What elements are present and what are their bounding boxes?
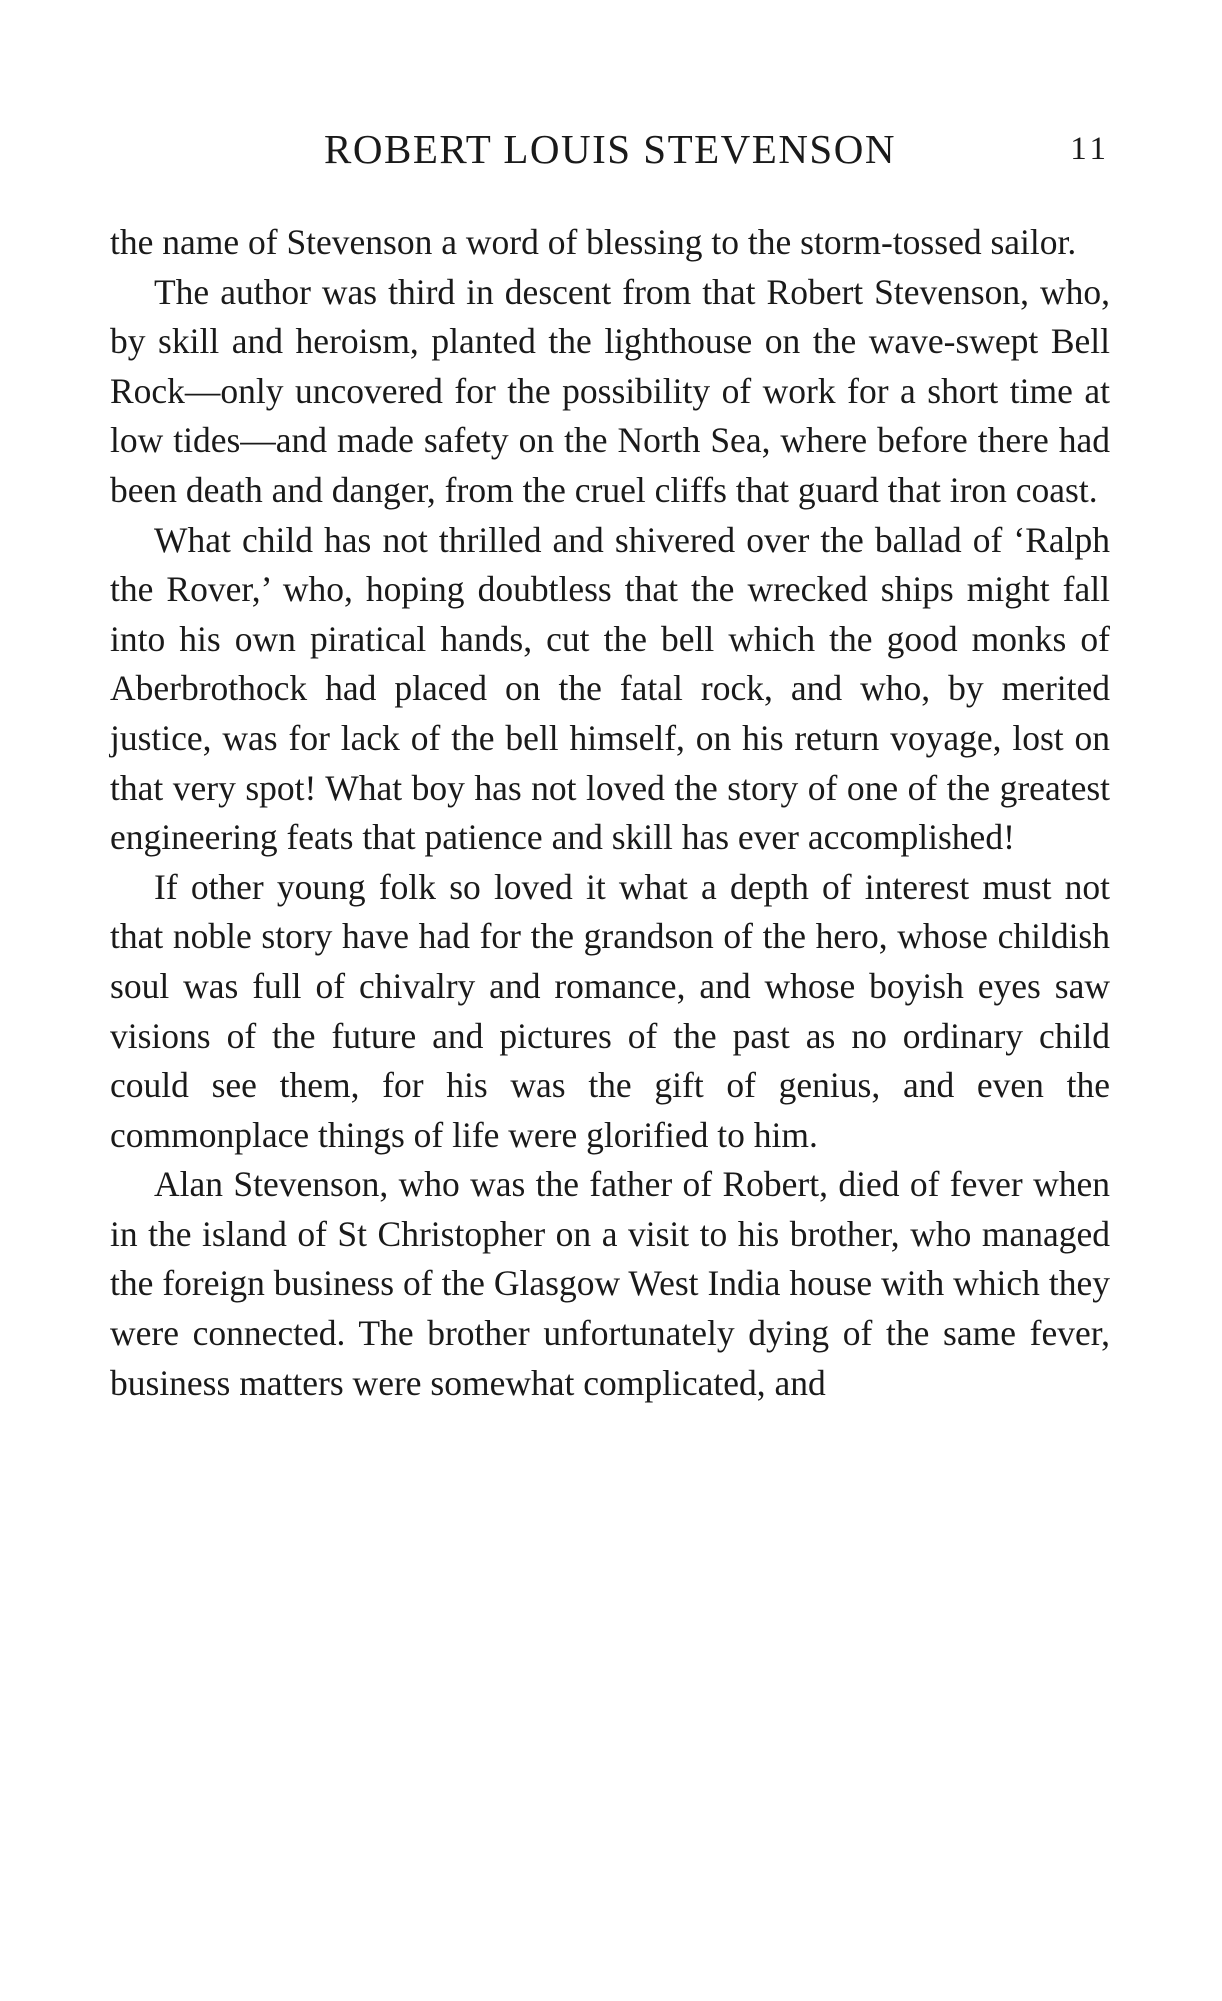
paragraph: Alan Stevenson, who was the father of Robert, died of fever when in the island of St Christopher on a visit to his brother, who managed the foreign business of the Glasgow West India house with which they were connected. The brother unfortunately dying of the same fever, business matters were somewhat complicated, and — [110, 1164, 1110, 1403]
body-text — [110, 218, 1110, 1408]
paragraph-continued: the name of Stevenson a word of blessing to the storm-tossed sailor. — [110, 222, 1077, 262]
paragraph: What child has not thrilled and shivered over the ballad of ‘Ralph the Rover,’ who, hoping doubtless that the wrecked ships might fall into his own piratical hands, cut the bell which the good monks of Aberbrothock had placed on the fatal rock, and who, by merited justice, was for lack of the bell himself, on his return voyage, lost on that very spot! What boy has not loved the story of one of the greatest engineering feats that patience and skill has ever accomplished! — [110, 519, 1110, 858]
page-number: 11 — [1070, 131, 1110, 167]
running-head — [110, 124, 1110, 174]
paragraph: If other young folk so loved it what a depth of interest must not that noble story have had for the grandson of the hero, whose childish soul was full of chivalry and romance, and whose boyish eyes saw visions of the future and pictures of the past as no ordinary child could see them, for his was the gift of genius, and even the commonplace things of life were glorified to him. — [110, 866, 1110, 1155]
paragraph: The author was third in descent from that Robert Stevenson, who, by skill and heroism, planted the lighthouse on the wave-swept Bell Rock—only uncovered for the possibility of work for a short time at low tides—and made safety on the North Sea, where before there had been death and danger, from the cruel cliffs that guard that iron coast. — [110, 271, 1110, 510]
running-title: ROBERT LOUIS STEVENSON — [324, 126, 896, 172]
